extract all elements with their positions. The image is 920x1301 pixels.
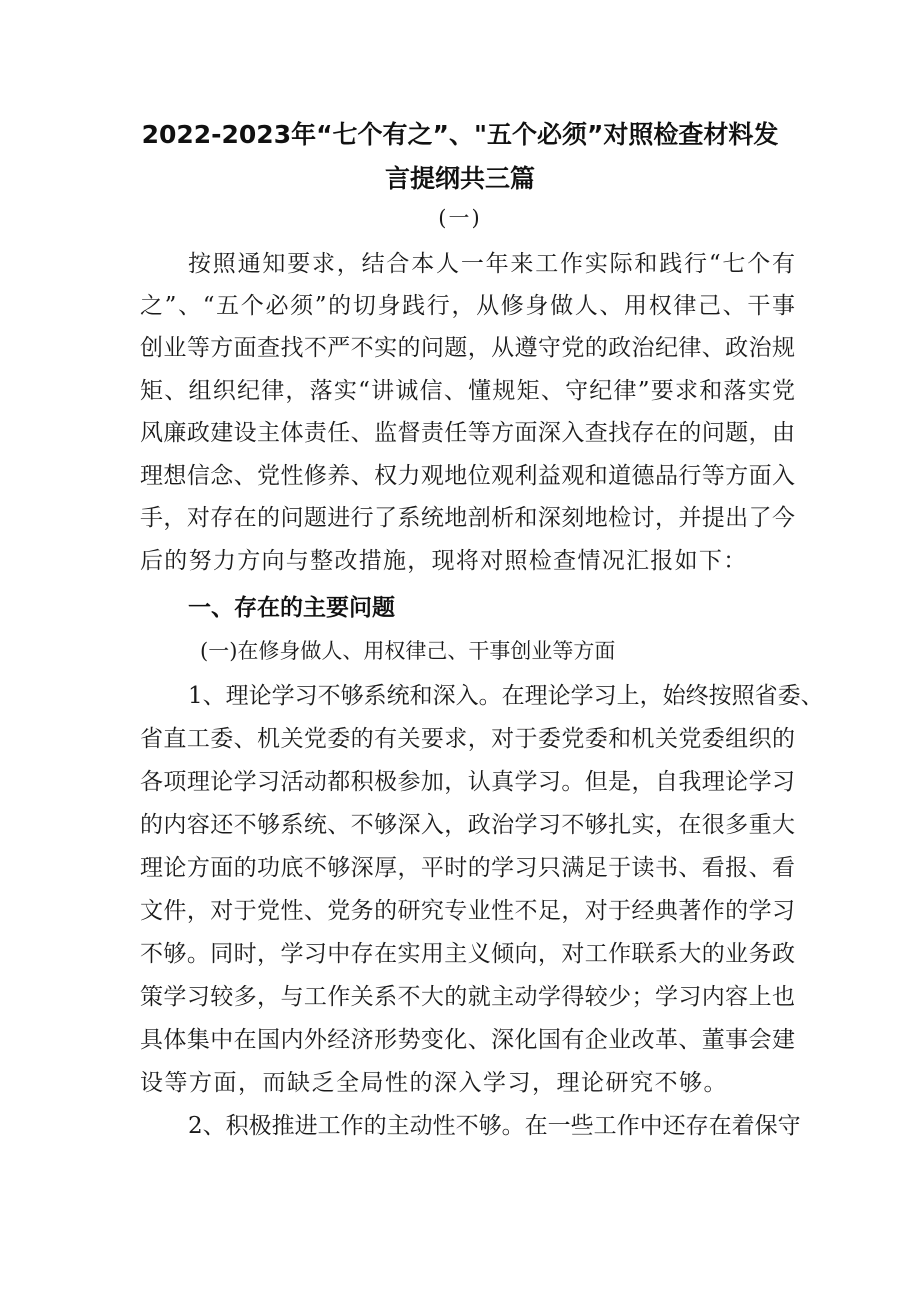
paragraph-line: 具体集中在国内外经济形势变化、深化国有企业改革、董事会建 xyxy=(140,1027,795,1053)
paragraph-line: 的内容还不够系统、不够深入，政治学习不够扎实，在很多重大 xyxy=(140,812,795,838)
paragraph-line: 矩、组织纪律，落实“讲诚信、懂规矩、守纪律”要求和落实党 xyxy=(140,378,795,404)
subsection-heading: (一)在修身做人、用权律己、干事创业等方面 xyxy=(200,639,616,663)
section-heading: 一、存在的主要问题 xyxy=(188,595,395,621)
paragraph-line: 文件，对于党性、党务的研究专业性不足，对于经典著作的学习 xyxy=(140,898,795,924)
paragraph-line: 策学习较多，与工作关系不大的就主动学得较少；学习内容上也 xyxy=(140,984,795,1010)
document-title-line-2: 言提纲共三篇 xyxy=(384,164,535,193)
paragraph-line: 1、理论学习不够系统和深入。在理论学习上，始终按照省委、 xyxy=(188,683,824,709)
section-number: (一) xyxy=(438,206,482,230)
paragraph-line: 按照通知要求，结合本人一年来工作实际和践行“七个有 xyxy=(188,251,795,277)
paragraph-line: 设等方面，而缺乏全局性的深入学习，理论研究不够。 xyxy=(140,1070,728,1096)
paragraph-line: 手，对存在的问题进行了系统地剖析和深刻地检讨，并提出了今 xyxy=(140,505,795,531)
paragraph-line: 省直工委、机关党委的有关要求，对于委党委和机关党委组织的 xyxy=(140,726,795,752)
paragraph-line: 理想信念、党性修养、权力观地位观利益观和道德品行等方面入 xyxy=(140,463,795,489)
paragraph-line: 后的努力方向与整改措施，现将对照检查情况汇报如下： xyxy=(140,548,748,574)
paragraph-line: 创业等方面查找不严不实的问题，从遵守党的政治纪律、政治规 xyxy=(140,335,795,361)
paragraph-line: 2、积极推进工作的主动性不够。在一些工作中还存在着保守 xyxy=(188,1113,801,1139)
paragraph-line: 风廉政建设主体责任、监督责任等方面深入查找存在的问题，由 xyxy=(140,420,795,446)
document-title-line-1: 2022-2023年“七个有之”、"五个必须”对照检查材料发 xyxy=(141,120,779,149)
paragraph-line: 之”、“五个必须”的切身践行，从修身做人、用权律己、干事 xyxy=(140,293,795,319)
paragraph-line: 不够。同时，学习中存在实用主义倾向，对工作联系大的业务政 xyxy=(140,941,795,967)
paragraph-line: 理论方面的功底不够深厚，平时的学习只满足于读书、看报、看 xyxy=(140,855,795,881)
paragraph-line: 各项理论学习活动都积极参加，认真学习。但是，自我理论学习 xyxy=(140,769,795,795)
